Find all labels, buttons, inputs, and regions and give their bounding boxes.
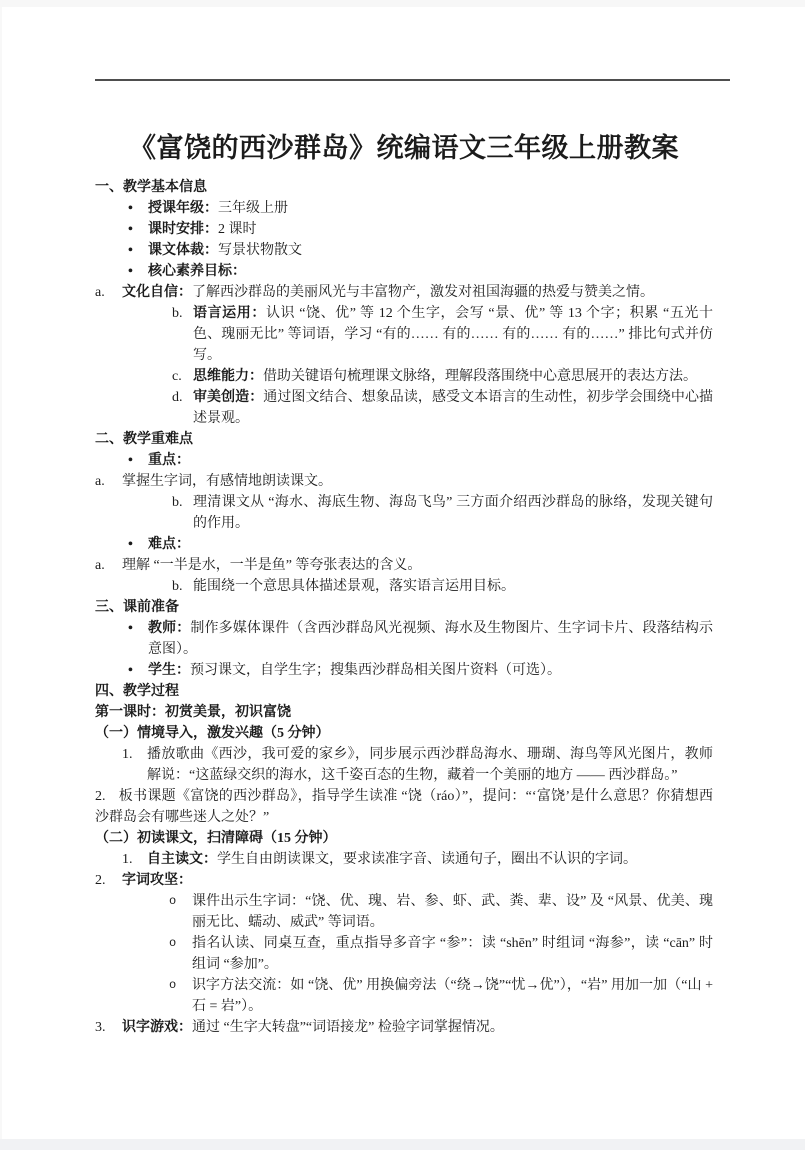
item-text: 理解 “一半是水，一半是鱼” 等夸张表达的含义。 (122, 558, 422, 573)
item-marker: b. (172, 306, 183, 321)
bullet-item-student (95, 660, 713, 681)
bullet-icon: • (128, 264, 133, 279)
item-marker: a. (95, 474, 105, 489)
item-marker: c. (172, 369, 182, 384)
item-text: 预习课文，自学生字；搜集西沙群岛相关图片资料（可选）。 (190, 663, 561, 678)
item-label: 字词攻坚： (122, 873, 192, 888)
circle-bullet-icon: o (169, 978, 177, 992)
sub-bullet-item-polyphone (95, 933, 713, 975)
bullet-icon: • (128, 201, 133, 216)
numbered-item-free-read (95, 849, 713, 870)
item-text: 理清课文从 “海水、海底生物、海岛飞鸟” 三方面介绍西沙群岛的脉络，发现关键句的作用。 (193, 495, 713, 531)
item-value: 三年级上册 (218, 201, 288, 216)
document-title: 《富饶的西沙群岛》统编语文三年级上册教案 (129, 133, 679, 163)
bullet-icon: • (128, 222, 133, 237)
sub-bullet-item-wordlist (95, 891, 713, 933)
document-body (95, 128, 713, 1038)
numbered-item-board-title (95, 786, 713, 828)
item-label: 核心素养目标： (148, 264, 246, 279)
lettered-item-aesthetic (95, 387, 713, 429)
item-marker: 2. (95, 873, 106, 888)
item-text: 识字方法交流：如 “饶、优” 用换偏旁法（“绕→饶”“忧→优”），“岩” 用加一加（“山 + 石 = 岩”）。 (192, 978, 713, 1014)
item-label: 自主读文： (147, 852, 217, 867)
bullet-icon: • (128, 621, 133, 636)
section-heading-key-points: 二、教学重难点 (95, 432, 193, 447)
bullet-item-difficulty (95, 534, 713, 555)
activity-heading-first-read: （二）初读课文，扫清障碍（15 分钟） (95, 831, 337, 846)
item-label: 教师： (148, 621, 191, 636)
lesson-one-title: 第一课时：初赏美景，初识富饶 (95, 705, 291, 720)
item-label: 难点： (148, 537, 190, 552)
bullet-item-grade (95, 198, 713, 219)
numbered-item-game (95, 1017, 713, 1038)
item-label: 授课年级： (148, 201, 218, 216)
item-marker: d. (172, 390, 183, 405)
lettered-item-focus-b (95, 492, 713, 534)
item-marker: 1. (122, 747, 133, 762)
item-text: 板书课题《富饶的西沙群岛》，指导学生读准 “饶（ráo）”，提问：“‘富饶’是什么意思？你猜想西沙群岛会有哪些迷人之处？” (95, 789, 713, 825)
item-value: 2 课时 (218, 222, 257, 237)
item-text: 掌握生字词，有感情地朗读课文。 (122, 474, 332, 489)
item-text: 通过图文结合、想象品读，感受文本语言的生动性，初步学会围绕中心描述景观。 (193, 390, 714, 426)
item-label: 文化自信： (122, 285, 192, 300)
bullet-icon: • (128, 453, 133, 468)
item-value: 写景状物散文 (218, 243, 302, 258)
circle-bullet-icon: o (169, 894, 177, 908)
lettered-item-difficulty-a (95, 555, 713, 576)
left-edge-shadow (0, 7, 2, 1139)
header-rule (95, 79, 730, 81)
item-label: 思维能力： (193, 369, 263, 384)
section-heading-basic-info: 一、教学基本信息 (95, 180, 207, 195)
item-label: 课文体裁： (148, 243, 218, 258)
item-text: 认识 “饶、优” 等 12 个生字，会写 “景、优” 等 13 个字；积累 “五光十色、瑰丽无比” 等词语，学习 “有的…… 有的…… 有的…… 有的……” 排比句式并仿写。 (193, 306, 713, 363)
lettered-item-difficulty-b (95, 576, 713, 597)
item-marker: a. (95, 285, 105, 300)
numbered-item-song (95, 744, 713, 786)
item-marker: 3. (95, 1020, 106, 1035)
circle-bullet-icon: o (169, 936, 177, 950)
item-text: 通过 “生字大转盘”“词语接龙” 检验字词掌握情况。 (192, 1020, 504, 1035)
activity-heading-intro: （一）情境导入，激发兴趣（5 分钟） (95, 726, 330, 741)
numbered-item-vocab (95, 870, 713, 891)
item-text: 学生自由朗读课文，要求读准字音、读通句子，圈出不认识的字词。 (217, 852, 637, 867)
item-label: 识字游戏： (122, 1020, 192, 1035)
bullet-item-core-goals (95, 261, 713, 282)
item-text: 指名认读、同桌互查，重点指导多音字 “参”：读 “shēn” 时组词 “海参”，读 “cān” 时组词 “参加”。 (192, 936, 713, 972)
item-label: 语言运用： (193, 306, 266, 321)
bullet-item-teacher (95, 618, 713, 660)
bullet-item-periods (95, 219, 713, 240)
item-text: 能围绕一个意思具体描述景观，落实语言运用目标。 (193, 579, 515, 594)
top-edge-shadow (0, 0, 805, 7)
item-label: 审美创造： (193, 390, 264, 405)
bullet-icon: • (128, 663, 133, 678)
item-marker: 2. (95, 789, 106, 804)
lettered-item-thinking (95, 366, 713, 387)
bullet-icon: • (128, 243, 133, 258)
item-text: 课件出示生字词：“饶、优、瑰、岩、参、虾、武、粪、辈、设” 及 “风景、优美、瑰丽无比、蠕动、威武” 等词语。 (192, 894, 713, 930)
item-text: 播放歌曲《西沙，我可爱的家乡》，同步展示西沙群岛海水、珊瑚、海鸟等风光图片，教师解说：“这蓝绿交织的海水，这千姿百态的生物，藏着一个美丽的地方 —— 西沙群岛。” (147, 747, 713, 783)
item-text: 制作多媒体课件（含西沙群岛风光视频、海水及生物图片、生字词卡片、段落结构示意图）。 (148, 621, 714, 657)
lettered-item-language (95, 303, 713, 366)
item-text: 借助关键语句梳理课文脉络，理解段落围绕中心意思展开的表达方法。 (263, 369, 697, 384)
item-marker: b. (172, 579, 183, 594)
item-marker: 1. (122, 852, 133, 867)
item-marker: b. (172, 495, 183, 510)
bullet-item-genre (95, 240, 713, 261)
sub-bullet-item-methods (95, 975, 713, 1017)
lettered-item-focus-a (95, 471, 713, 492)
item-label: 学生： (148, 663, 190, 678)
item-label: 重点： (148, 453, 190, 468)
item-marker: a. (95, 558, 105, 573)
item-label: 课时安排： (148, 222, 218, 237)
section-heading-preparation: 三、课前准备 (95, 600, 179, 615)
bullet-icon: • (128, 537, 133, 552)
item-text: 了解西沙群岛的美丽风光与丰富物产，激发对祖国海疆的热爱与赞美之情。 (192, 285, 654, 300)
lettered-item-culture (95, 282, 713, 303)
section-heading-process: 四、教学过程 (95, 684, 179, 699)
bottom-edge-shadow (0, 1139, 805, 1150)
bullet-item-focus (95, 450, 713, 471)
